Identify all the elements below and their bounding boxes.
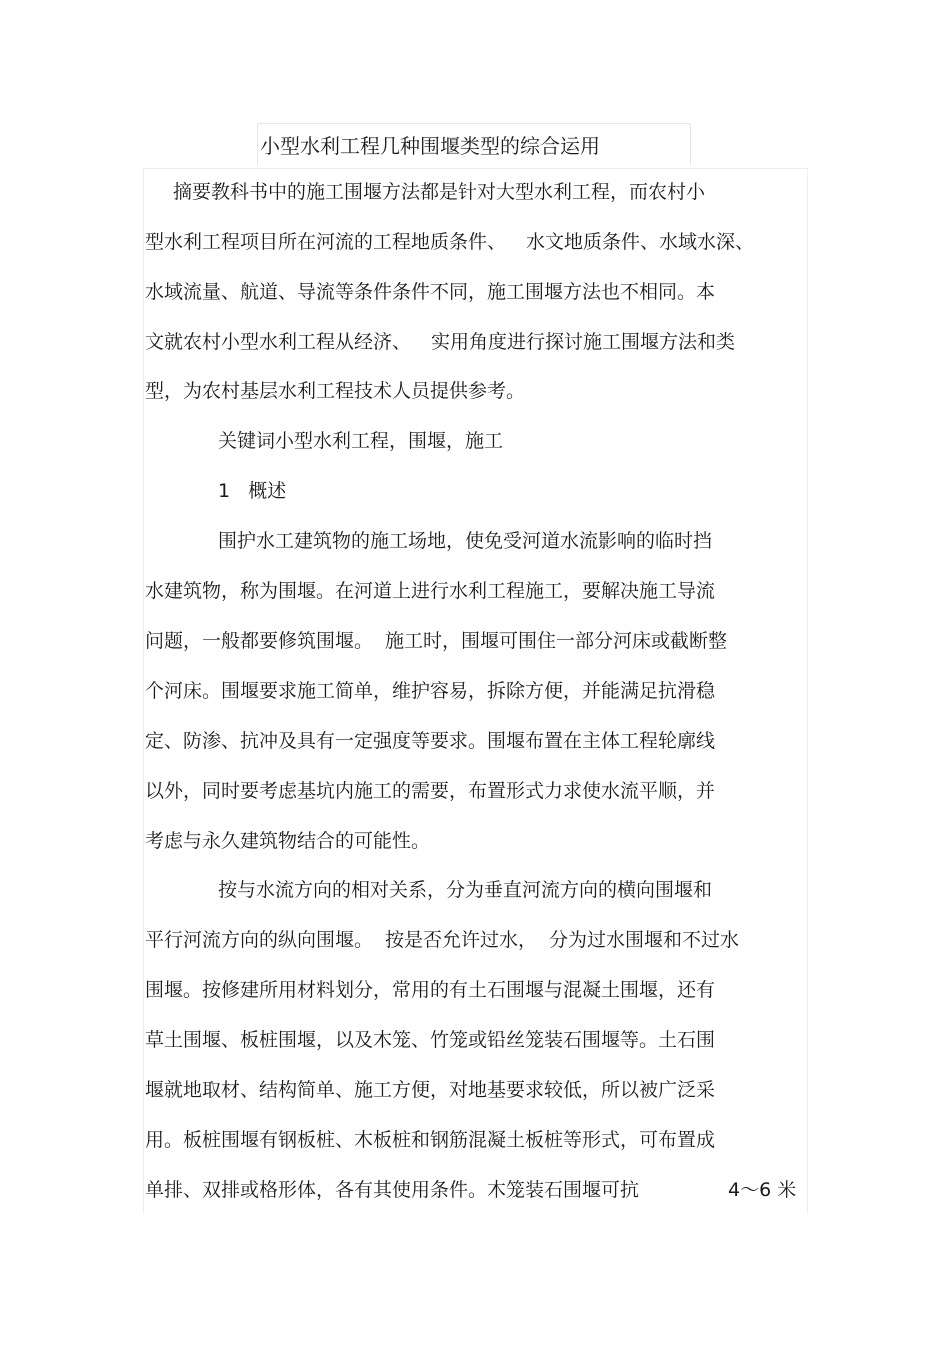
abstract-line-4 xyxy=(145,330,735,356)
section-heading: 1 概述 xyxy=(218,480,287,502)
abstract-line-2 xyxy=(145,230,754,256)
para2-line-7b: 4～6 米 xyxy=(728,1179,797,1201)
para1-line-5: 定、防渗、抗冲及具有一定强度等要求。围堰布置在主体工程轮廓线 xyxy=(145,730,716,752)
para2-line-3: 围堰。按修建所用材料划分，常用的有土石围堰与混凝土围堰，还有 xyxy=(145,979,716,1001)
para2-line-2c: 分为过水围堰和不过水 xyxy=(549,929,740,951)
para1-line-3b: 施工时，围堰可围住一部分河床或截断整 xyxy=(385,630,728,652)
document-title: 小型水利工程几种围堰类型的综合运用 xyxy=(260,134,600,158)
title-frame xyxy=(257,123,691,165)
keywords-line: 关键词小型水利工程，围堰，施工 xyxy=(218,430,504,452)
para1-line-6: 以外，同时要考虑基坑内施工的需要，布置形式力求使水流平顺，并 xyxy=(145,780,716,802)
abstract-line-2b: 水文地质条件、水域水深、 xyxy=(526,231,755,253)
abstract-line-1: 摘要教科书中的施工围堰方法都是针对大型水利工程，而农村小 xyxy=(173,181,706,203)
para2-line-5: 堰就地取材、结构简单、施工方便，对地基要求较低，所以被广泛采 xyxy=(145,1079,716,1101)
para2-line-2b: 按是否允许过水， xyxy=(385,929,538,951)
para2-line-1: 按与水流方向的相对关系，分为垂直河流方向的横向围堰和 xyxy=(218,879,713,901)
para1-line-1: 围护水工建筑物的施工场地，使免受河道水流影响的临时挡 xyxy=(218,530,713,552)
abstract-line-4b: 实用角度进行探讨施工围堰方法和类 xyxy=(431,331,736,353)
para2-line-2 xyxy=(145,928,739,954)
para1-line-3a: 问题，一般都要修筑围堰。 xyxy=(145,630,374,652)
para1-line-2: 水建筑物，称为围堰。在河道上进行水利工程施工，要解决施工导流 xyxy=(145,580,716,602)
para2-line-7 xyxy=(145,1178,639,1204)
abstract-line-3: 水域流量、航道、导流等条件条件不同，施工围堰方法也不相同。本 xyxy=(145,281,716,303)
para2-line-6: 用。板桩围堰有钢板桩、木板桩和钢筋混凝土板桩等形式，可布置成 xyxy=(145,1129,716,1151)
para2-line-7a: 单排、双排或格形体，各有其使用条件。木笼装石围堰可抗 xyxy=(145,1179,640,1201)
para1-line-4: 个河床。围堰要求施工简单，维护容易，拆除方便，并能满足抗滑稳 xyxy=(145,680,716,702)
abstract-line-5: 型，为农村基层水利工程技术人员提供参考。 xyxy=(145,380,526,402)
para1-line-3 xyxy=(145,629,727,655)
para2-line-4: 草土围堰、板桩围堰，以及木笼、竹笼或铅丝笼装石围堰等。土石围 xyxy=(145,1029,716,1051)
abstract-line-2a: 型水利工程项目所在河流的工程地质条件、 xyxy=(145,231,507,253)
para2-line-2a: 平行河流方向的纵向围堰。 xyxy=(145,929,374,951)
abstract-line-4a: 文就农村小型水利工程从经济、 xyxy=(145,331,412,353)
para1-line-7: 考虑与永久建筑物结合的可能性。 xyxy=(145,830,431,852)
